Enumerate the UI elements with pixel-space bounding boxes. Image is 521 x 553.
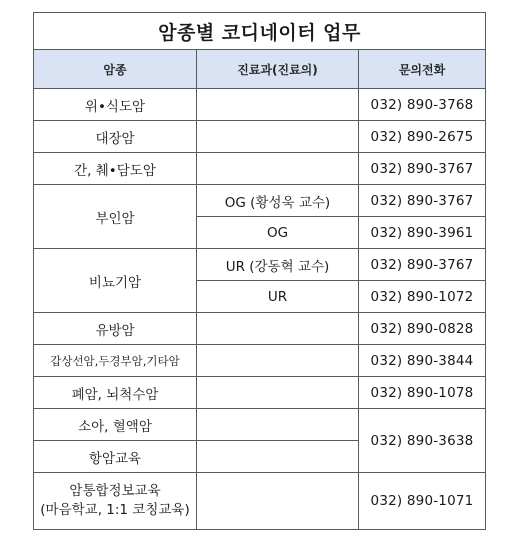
- table-row: [34, 409, 486, 441]
- phone-cell: 032) 890-1071: [359, 473, 486, 530]
- table-row: [34, 313, 486, 345]
- table-row: [34, 185, 486, 217]
- cancer-cell: [34, 473, 197, 530]
- phone-cell: 032) 890-3638: [359, 409, 486, 473]
- table-row: [34, 473, 486, 530]
- department-cell: [197, 441, 359, 473]
- phone-cell: 032) 890-1078: [359, 377, 486, 409]
- phone-cell: 032) 890-3767: [359, 153, 486, 185]
- phone-cell: 032) 890-3844: [359, 345, 486, 377]
- cancer-cell: 위•식도암: [34, 89, 197, 121]
- department-cell: OG (황성욱 교수): [197, 185, 359, 217]
- cancer-cell: 유방암: [34, 313, 197, 345]
- table-row: [34, 121, 486, 153]
- cancer-cell: 대장암: [34, 121, 197, 153]
- department-cell: [197, 345, 359, 377]
- header-cancer: 암종: [34, 50, 197, 89]
- department-cell: OG: [197, 217, 359, 249]
- phone-cell: 032) 890-3768: [359, 89, 486, 121]
- department-cell: [197, 89, 359, 121]
- header-row: [34, 50, 486, 89]
- phone-cell: 032) 890-0828: [359, 313, 486, 345]
- table-row: [34, 89, 486, 121]
- coordinator-table: [33, 12, 486, 530]
- department-cell: [197, 153, 359, 185]
- cancer-cell: 소아, 혈액암: [34, 409, 197, 441]
- cancer-cell: 비뇨기암: [34, 249, 197, 313]
- table-row: [34, 249, 486, 281]
- table-row: [34, 377, 486, 409]
- table-row: [34, 345, 486, 377]
- department-cell: [197, 313, 359, 345]
- department-cell: [197, 377, 359, 409]
- phone-cell: 032) 890-2675: [359, 121, 486, 153]
- phone-cell: 032) 890-3961: [359, 217, 486, 249]
- table-title: 암종별 코디네이터 업무: [34, 13, 486, 50]
- header-phone: 문의전화: [359, 50, 486, 89]
- department-cell: UR (강동혁 교수): [197, 249, 359, 281]
- phone-cell: 032) 890-3767: [359, 185, 486, 217]
- department-cell: [197, 473, 359, 530]
- department-cell: UR: [197, 281, 359, 313]
- cancer-line-1: 암통합정보교육: [69, 483, 161, 499]
- table-row: [34, 153, 486, 185]
- cancer-cell: 갑상선암,두경부암,기타암: [34, 345, 197, 377]
- phone-cell: 032) 890-1072: [359, 281, 486, 313]
- phone-cell: 032) 890-3767: [359, 249, 486, 281]
- cancer-line-2: (마음학교, 1:1 코칭교육): [40, 502, 190, 518]
- department-cell: [197, 121, 359, 153]
- cancer-cell: 폐암, 뇌척수암: [34, 377, 197, 409]
- cancer-cell: 항암교육: [34, 441, 197, 473]
- department-cell: [197, 409, 359, 441]
- header-department: 진료과(진료의): [197, 50, 359, 89]
- cancer-cell: 부인암: [34, 185, 197, 249]
- cancer-cell: 간, 췌•담도암: [34, 153, 197, 185]
